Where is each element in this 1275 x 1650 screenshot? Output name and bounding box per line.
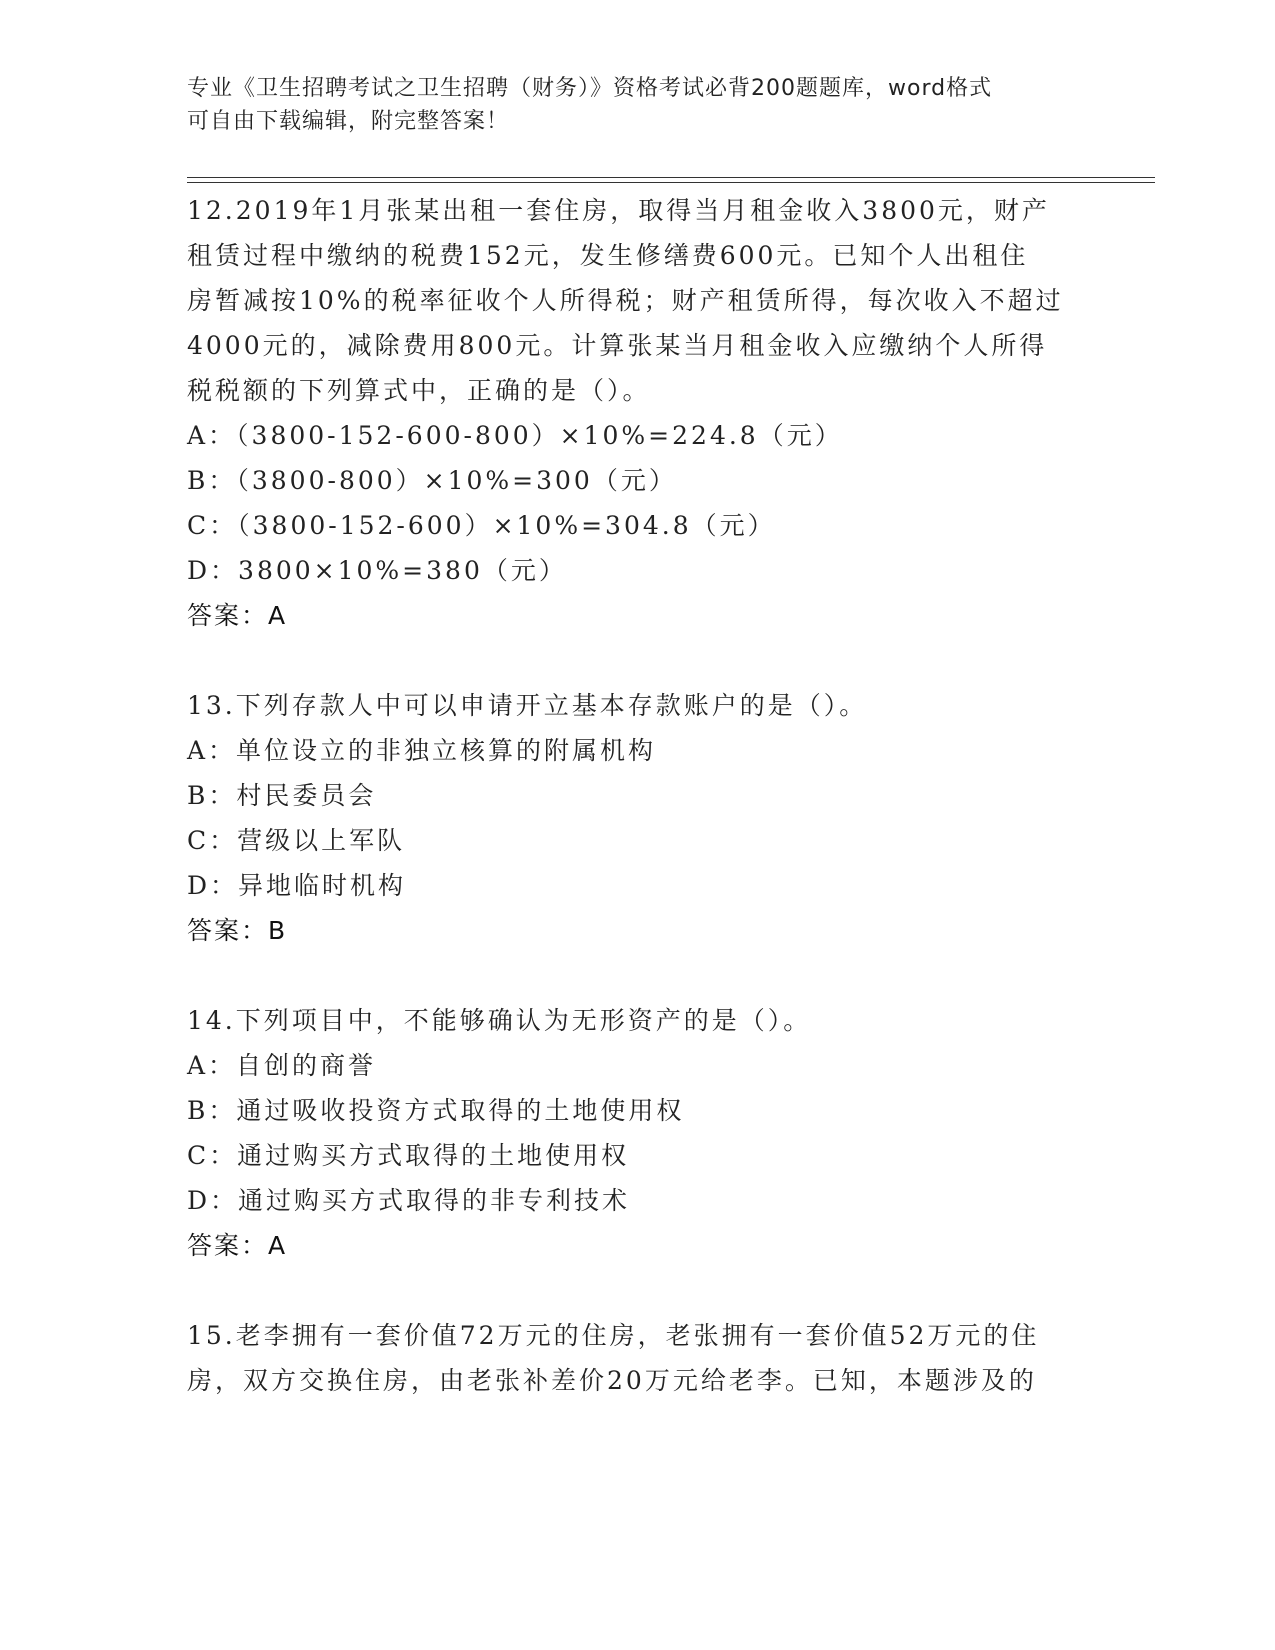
question-spacer <box>187 1268 1107 1313</box>
question-14-option-a: A：自创的商誉 <box>187 1051 377 1080</box>
header-divider-bottom <box>187 182 1155 183</box>
question-12-stem-line: 4000元的，减除费用800元。计算张某当月租金收入应缴纳个人所得 <box>187 331 1048 360</box>
question-14-answer: 答案：A <box>187 1231 288 1260</box>
question-15-stem-line: 房，双方交换住房，由老张补差价20万元给老李。已知，本题涉及的 <box>187 1366 1037 1395</box>
question-spacer <box>187 953 1107 998</box>
header-title-line-1: 专业《卫生招聘考试之卫生招聘（财务）》资格考试必背200题题库，word格式 <box>187 76 993 101</box>
header-title-line-2: 可自由下载编辑，附完整答案！ <box>187 109 510 134</box>
question-13-option-c: C：营级以上军队 <box>187 826 406 855</box>
question-13-option-b: B：村民委员会 <box>187 781 377 810</box>
header-divider-top <box>187 177 1155 178</box>
question-13-answer: 答案：B <box>187 916 288 945</box>
question-13-option-a: A：单位设立的非独立核算的附属机构 <box>187 736 657 765</box>
question-12-option-a: A：（3800-152-600-800）×10%=224.8（元） <box>187 421 843 450</box>
question-14-option-b: B：通过吸收投资方式取得的土地使用权 <box>187 1096 685 1125</box>
question-14-stem-line: 14.下列项目中，不能够确认为无形资产的是（）。 <box>187 1006 812 1035</box>
document-header <box>187 72 1087 138</box>
question-13-stem-line: 13.下列存款人中可以申请开立基本存款账户的是（）。 <box>187 691 868 720</box>
question-14 <box>187 998 1107 1268</box>
question-12 <box>187 188 1107 638</box>
question-14-option-d: D：通过购买方式取得的非专利技术 <box>187 1186 631 1215</box>
question-12-option-c: C：（3800-152-600）×10%=304.8（元） <box>187 511 776 540</box>
question-12-stem-line: 税税额的下列算式中，正确的是（）。 <box>187 376 651 405</box>
question-12-stem-line: 房暂减按10%的税率征收个人所得税；财产租赁所得，每次收入不超过 <box>187 286 1064 315</box>
question-12-answer: 答案：A <box>187 601 288 630</box>
question-13 <box>187 683 1107 953</box>
question-15-stem-line: 15.老李拥有一套价值72万元的住房，老张拥有一套价值52万元的住 <box>187 1321 1040 1350</box>
question-15 <box>187 1313 1107 1403</box>
question-12-stem-line: 租赁过程中缴纳的税费152元，发生修缮费600元。已知个人出租住 <box>187 241 1029 270</box>
question-13-option-d: D：异地临时机构 <box>187 871 407 900</box>
question-spacer <box>187 638 1107 683</box>
question-list <box>187 188 1107 1403</box>
question-12-stem-line: 12.2019年1月张某出租一套住房，取得当月租金收入3800元，财产 <box>187 196 1050 225</box>
question-12-option-b: B：（3800-800）×10%=300（元） <box>187 466 677 495</box>
question-12-option-d: D：3800×10%=380（元） <box>187 556 567 585</box>
question-14-option-c: C：通过购买方式取得的土地使用权 <box>187 1141 630 1170</box>
